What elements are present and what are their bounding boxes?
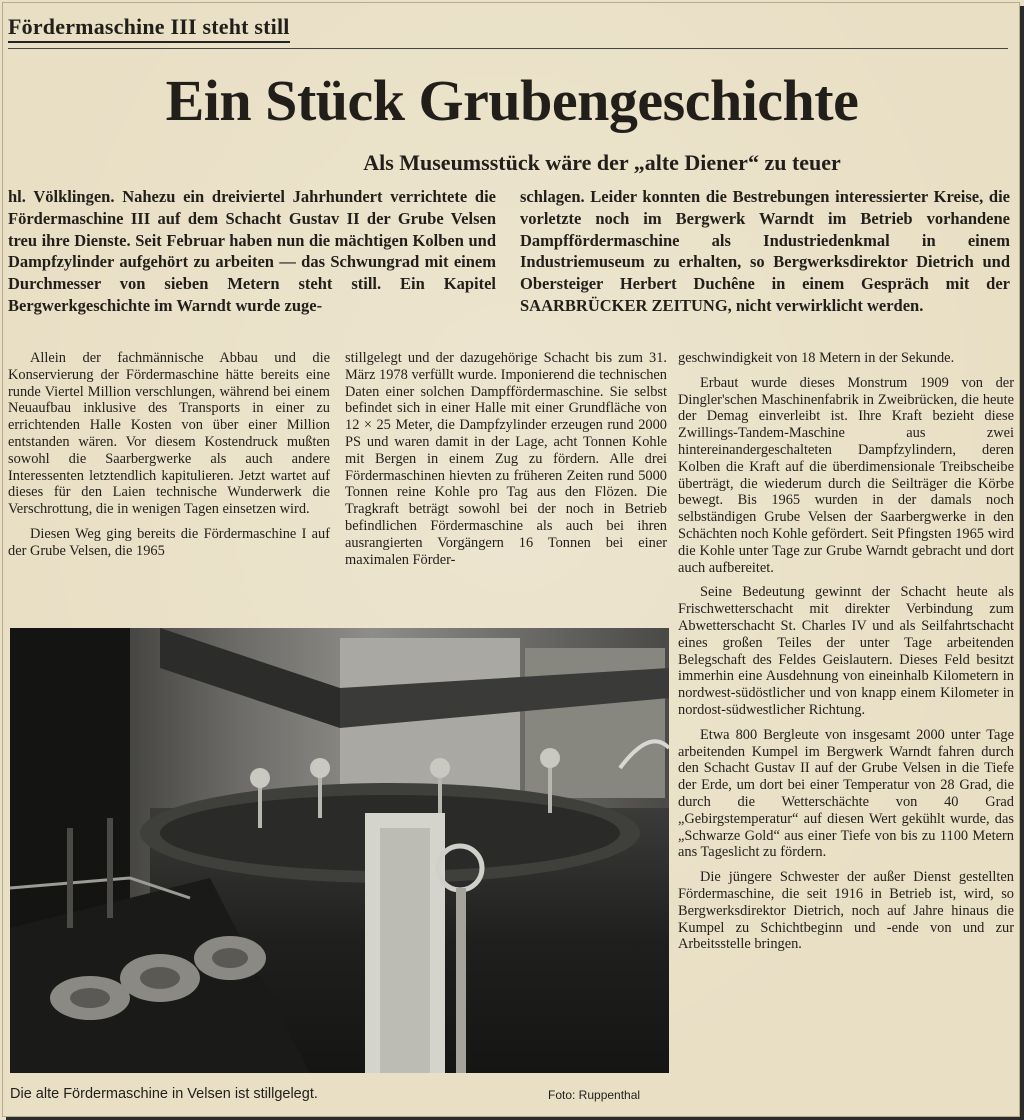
article-column-1 (8, 350, 330, 560)
headline: Ein Stück Grubengeschichte (165, 68, 859, 133)
body-paragraph: Diesen Weg ging bereits die Fördermaschine I auf der Grube Velsen, die 1965 (8, 525, 330, 559)
body-paragraph: Allein der fachmännische Abbau und die Konservierung der Fördermaschine hätte bereits eine runde Viertel Million verschlungen, während bei einem Neuaufbau inklusive des Transports in einer zu errichtenden Halle Kosten von über einer Million entstanden wären. Vor diesem Kostendruck mußten sowohl die Saarbergwerke als auch andere Interessenten letztendlich kapitulieren. Jetzt wartet auf dieses für den Laien technische Wunderwerk die Verschrottung, die in wenigen Tagen einsetzen wird. (8, 350, 330, 518)
body-paragraph: Erbaut wurde dieses Monstrum 1909 von der Dingler'schen Maschinenfabrik in Zweibrücken, die heute der Demag einverleibt ist. Ihre Kraft bezieht diese Zwillings-Tandem-Maschine aus zwei hintereinandergeschalteten Dampfzylindern, deren Kolben die Kraft auf die überdimensionale Treibscheibe überträgt, die wiederum durch die Seilträger die Körbe bewegt. Bis 1965 wurden in der damals noch selbständigen Grube Velsen der Saarbergwerke in den Schächten noch Kohle gefördert. Seit Pfingsten 1965 wird die Kohle unter Tage zur Grube Warndt gebracht und dort auch aufbereitet. (678, 374, 1014, 576)
photo-caption: Die alte Fördermaschine in Velsen ist stillgelegt. (10, 1086, 318, 1102)
kicker-divider (8, 48, 1008, 49)
machine-photo-illustration (10, 628, 669, 1073)
body-paragraph: stillgelegt und der dazugehörige Schacht bis zum 31. März 1978 verfüllt wurde. Imponierend die technischen Daten einer solchen Dampffördermaschine. Sie selbst befindet sich in einer Halle mit einer Grundfläche von 12 × 25 Meter, die Dampfzylinder erzeugen rund 2000 PS und waren damit in der Lage, acht Tonnen Kohle mit Bergen in einem Zug zu fördern. Alle drei Fördermaschinen hievten zu früheren Zeiten rund 5000 Tonnen reine Kohle pro Tag aus den Flözen. Die Tragkraft beträgt sowohl bei der noch in Betrieb befindlichen Fördermaschine als auch bei ihren ausrangierten Vorgängern 16 Tonnen bei einer maximalen Förder- (345, 350, 667, 568)
article-column-3 (678, 350, 1014, 953)
body-paragraph: Die jüngere Schwester der außer Dienst gestellten Fördermaschine, die seit 1916 in Betrieb ist, wird, so Bergwerksdirektor Dietrich, noch auf Jahre hinaus die Kumpel zu Schichtbeginn und -ende von und zur Arbeitsstelle bringen. (678, 869, 1014, 953)
body-paragraph: Etwa 800 Bergleute von insgesamt 2000 unter Tage arbeitenden Kumpel im Bergwerk Warndt fahren durch den Schacht Gustav II auf der Grube Velsen in die Tiefe der Erde, um dort bei einer Temperatur von 28 Grad, die durch die Wetterschächte von 40 Grad „Gebirgstemperatur“ auf diesen Wert gekühlt wurde, das „Schwarze Gold“ aus einer Tiefe von bis zu 1100 Metern ans Tageslicht zu fördern. (678, 726, 1014, 861)
kicker-title: Fördermaschine III steht still (8, 14, 290, 43)
lead-paragraph-left: hl. Völklingen. Nahezu ein dreiviertel Jahrhundert verrichtete die Fördermaschine III auf dem Schacht Gustav II der Grube Velsen treu ihre Dienste. Seit Februar haben nun die mächtigen Kolben und Dampfzylinder aufgehört zu arbeiten — das Schwungrad mit einem Durchmesser von sieben Metern steht still. Ein Kapitel Bergwerkgeschichte im Warndt wurde zuge- (8, 187, 496, 315)
photo-credit: Foto: Ruppenthal (548, 1088, 641, 1102)
machine-photo (10, 628, 669, 1073)
lead-paragraph-right: schlagen. Leider konnten die Bestrebungen interessierter Kreise, die vorletzte noch im Bergwerk Warndt im Betrieb vorhandene Dampffördermaschine als Industriedenkmal in einem Industriemuseum zu erhalten, so Bergwerksdirektor Dietrich und Obersteiger Herbert Duchêne in einem Gespräch mit der SAARBRÜCKER ZEITUNG, nicht verwirklicht werden. (520, 187, 1010, 315)
article-column-2 (345, 350, 667, 568)
body-paragraph: geschwindigkeit von 18 Metern in der Sekunde. (678, 350, 955, 366)
body-paragraph: Seine Bedeutung gewinnt der Schacht heute als Frischwetterschacht mit direkter Verbindung zum Abwetterschacht St. Charles IV und als Seilfahrtschacht eines großen Teiles der unter Tage arbeitenden Belegschaft des Feldes Geislautern. Dieses Feld besitzt immerhin eine Ausdehnung von eineinhalb Kilometern in nordwest-südöstlicher und von knapp einem Kilometer in nordost-südwestlicher Richtung. (678, 584, 1014, 718)
subheadline: Als Museumsstück wäre der „alte Diener“ zu teuer (363, 150, 841, 175)
